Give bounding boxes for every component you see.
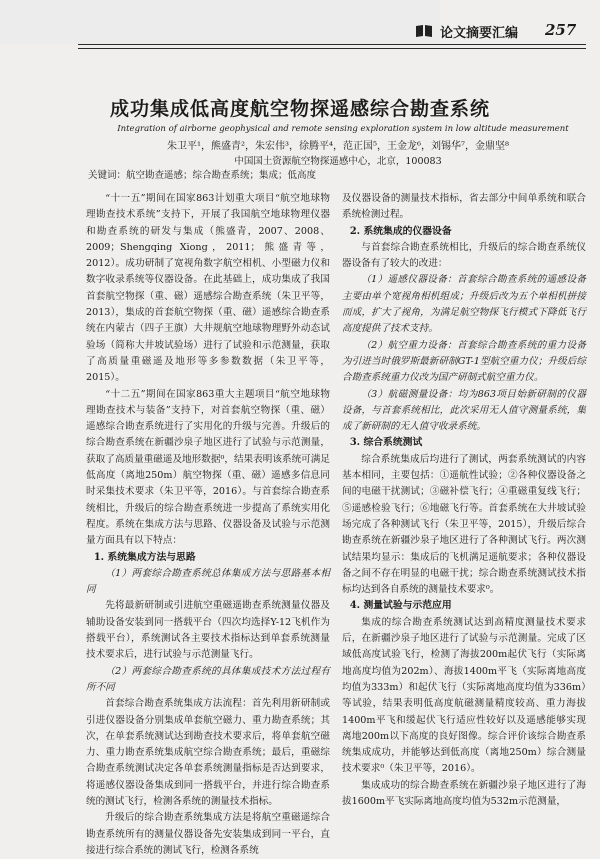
header-rule-thin — [78, 48, 586, 49]
paragraph: （2）航空重力设备：首套综合勘查系统的重力设备为引进当时俄罗斯最新研制GT-1型航空重力仪；升级后综合勘查系统重力仪改为国产研制式航空重力仪。 — [342, 339, 586, 384]
header-gray-bar — [0, 0, 440, 44]
paragraph: “十一五”期间在国家863计划重大项目“航空地球物理勘查技术系统”支持下，开展了我国航空地球物理仪器和勘查系统的研发与集成（熊盛青，2007、2008、2009；Shengqing Xiong，2011；熊盛青等，2012）。成功研制了宽视角数字航空相机、小型磁力仪和数字收录系统等仪器设备。在此基础上，成功集成了我国首套航空物探（重、磁）遥感综合勘查系统（朱卫平等，2013），集成的首套航空物探（重、磁）遥感综合勘查系统在内蒙古（四子王旗）大井规航空地球物理野外动态试验场（简称大井坡试验场）进行了试验和示范测量，获取了高质量重磁遥及地形等多参数数据（朱卫平等，2015）。 — [86, 193, 330, 384]
book-icon — [415, 23, 433, 37]
paragraph: 升级后的综合勘查系统集成方法是将航空重磁遥综合勘查系统所有的测量仪器设备先安装集成到同一平台，直接进行综合系统的测试飞行，检测各系统 — [86, 812, 330, 856]
keywords: 关键词：航空勘查遥感；综合勘查系统；集成；低高度 — [88, 170, 317, 181]
paragraph: 与首套综合勘查系统相比，升级后的综合勘查系统仪器设备有了较大的改进： — [342, 241, 586, 270]
section-heading: 3. 综合系统测试 — [349, 437, 423, 449]
paragraph: 集成成功的综合勘查系统在新疆沙泉子地区进行了海拔1600m平飞实际离地高度均值为532m示范测量， — [342, 779, 586, 807]
section-heading: 1. 系统集成方法与思路 — [93, 551, 196, 563]
paragraph: 集成的综合勘查系统测试达到高精度测量技术要求后，在新疆沙泉子地区进行了试验与示范测量。完成了区域低高度试验飞行，检测了海拔200m起伏飞行（实际离地高度均值为202m）、海拔1400m平飞（实际离地高度均值为333m）和起伏飞行（实际离地高度均值为336m）等试验，结果表明低高度航磁测量精度较高、重力海拔1400m平飞和缓起伏飞行适应性较好以及遥感能够实现离地200m以下高度的良好图像。综合评价该综合勘查系统集成成功，并能够达到低高度（离地250m）综合测量技术要求⁰（朱卫平等，2016）。 — [342, 616, 586, 775]
paragraph: （1）遥感仪器设备：首套综合勘查系统的遥感设备主要由单个宽视角相机组成；升级后改为五个单相机拼接而成，扩大了视角，为满足航空物探飞行模式下降低飞行高度提供了技术支持。 — [342, 274, 586, 335]
paragraph: （1）两套综合勘查系统总体集成方法与思路基本相同 — [86, 567, 330, 596]
section-title: 论文摘要汇编 — [440, 26, 519, 41]
paragraph: 综合系统集成后均进行了测试，两套系统测试的内容基本相同，主要包括：①遥航性试验；②各种仪器设备之间的电磁干扰测试；③磁补偿飞行；④重磁重复线飞行；⑤遥感检验飞行；⑥地磁飞行等。首套系统在大井坡试验场完成了各种测试飞行（朱卫平等，2015），升级后综合勘查系统在新疆沙泉子地区进行了各种测试飞行。两次测试结果均显示：集成后的飞机满足遥航要求；各种仪器设备之间不存在明显的电磁干扰；综合勘查系统测试技术指标均达到各自系统的测量技术要求⁰。 — [342, 453, 586, 596]
paragraph: “十二五”期间在国家863重大主题项目“航空地球物理勘查技术与装备”支持下，对首套航空物探（重、磁）遥感综合勘查系统进行了实用化的升级与完善。升级后的综合勘查系统在新疆沙泉子地区进行了试验与示范测量，获取了高质量重磁遥及地形数据⁰，结果表明该系统可满足低高度（离地250m）航空物探（重、磁）遥感多信息同时采集技术要求（朱卫平等，2016）。与首套综合勘查系统相比，升级后的综合勘查系统进一步提高了系统实用化程度。系统在集成方法与思路、仪器设备及试验与示范测量方面具有以下特点： — [86, 388, 330, 547]
paragraph: （2）两套综合勘查系统的具体集成技术方法过程有所不同 — [86, 665, 330, 693]
affiliation: 中国国土资源航空物探遥感中心，北京，100083 — [234, 156, 442, 167]
section-heading: 2. 系统集成的仪器设备 — [349, 225, 452, 237]
left-column — [86, 191, 330, 859]
english-title: Integration of airborne geophysical and remote sensing exploration system in low altitude measurement — [117, 124, 569, 134]
section-heading: 4. 测量试验与示范应用 — [349, 600, 452, 612]
paragraph: 先将最新研制或引进航空重磁遥勘查系统测量仪器及辅助设备安装到同一搭载平台（四次均选择Y-12飞机作为搭载平台），系统测试各主要技术指标达到单套系统测量技术要求后，进行试验与示范测量飞行。 — [86, 600, 330, 661]
authors: 朱卫平¹，熊盛青²，朱宏伟³，徐腾平⁴，范正国⁵，王金龙⁶，刘锡华⁷，金鼎坚⁸ — [166, 141, 510, 152]
paragraph: 及仪器设备的测量技术指标，省去部分中间单系统和联合系统检测过程。 — [342, 193, 586, 221]
paper-title: 成功集成低高度航空物探遥感综合勘查系统 — [109, 98, 490, 120]
header-rule — [78, 44, 586, 45]
paragraph: 首套综合勘查系统集成方法流程：首先利用新研制或引进仪器设备分别集成单套航空磁力、重力勘查系统；其次，在单套系统测试达到勘查技术要求后，将单套航空磁力、重力勘查系统集成航空综合勘查系统；最后，重磁综合勘查系统测试决定各单套系统测量指标是否达到要求，将遥感仪器设备集成到同一搭载平台，并进行综合勘查系统的测试飞行，检测各系统的测量技术指标。 — [86, 698, 330, 807]
page-number: 257 — [545, 21, 577, 39]
paragraph: （3）航磁测量设备：均为863项目始新研制的仪器设备，与首套系统相比，此次采用无人值守测量系统，集成了新研制的无人值守收录系统。 — [342, 388, 586, 433]
right-column — [342, 191, 586, 810]
